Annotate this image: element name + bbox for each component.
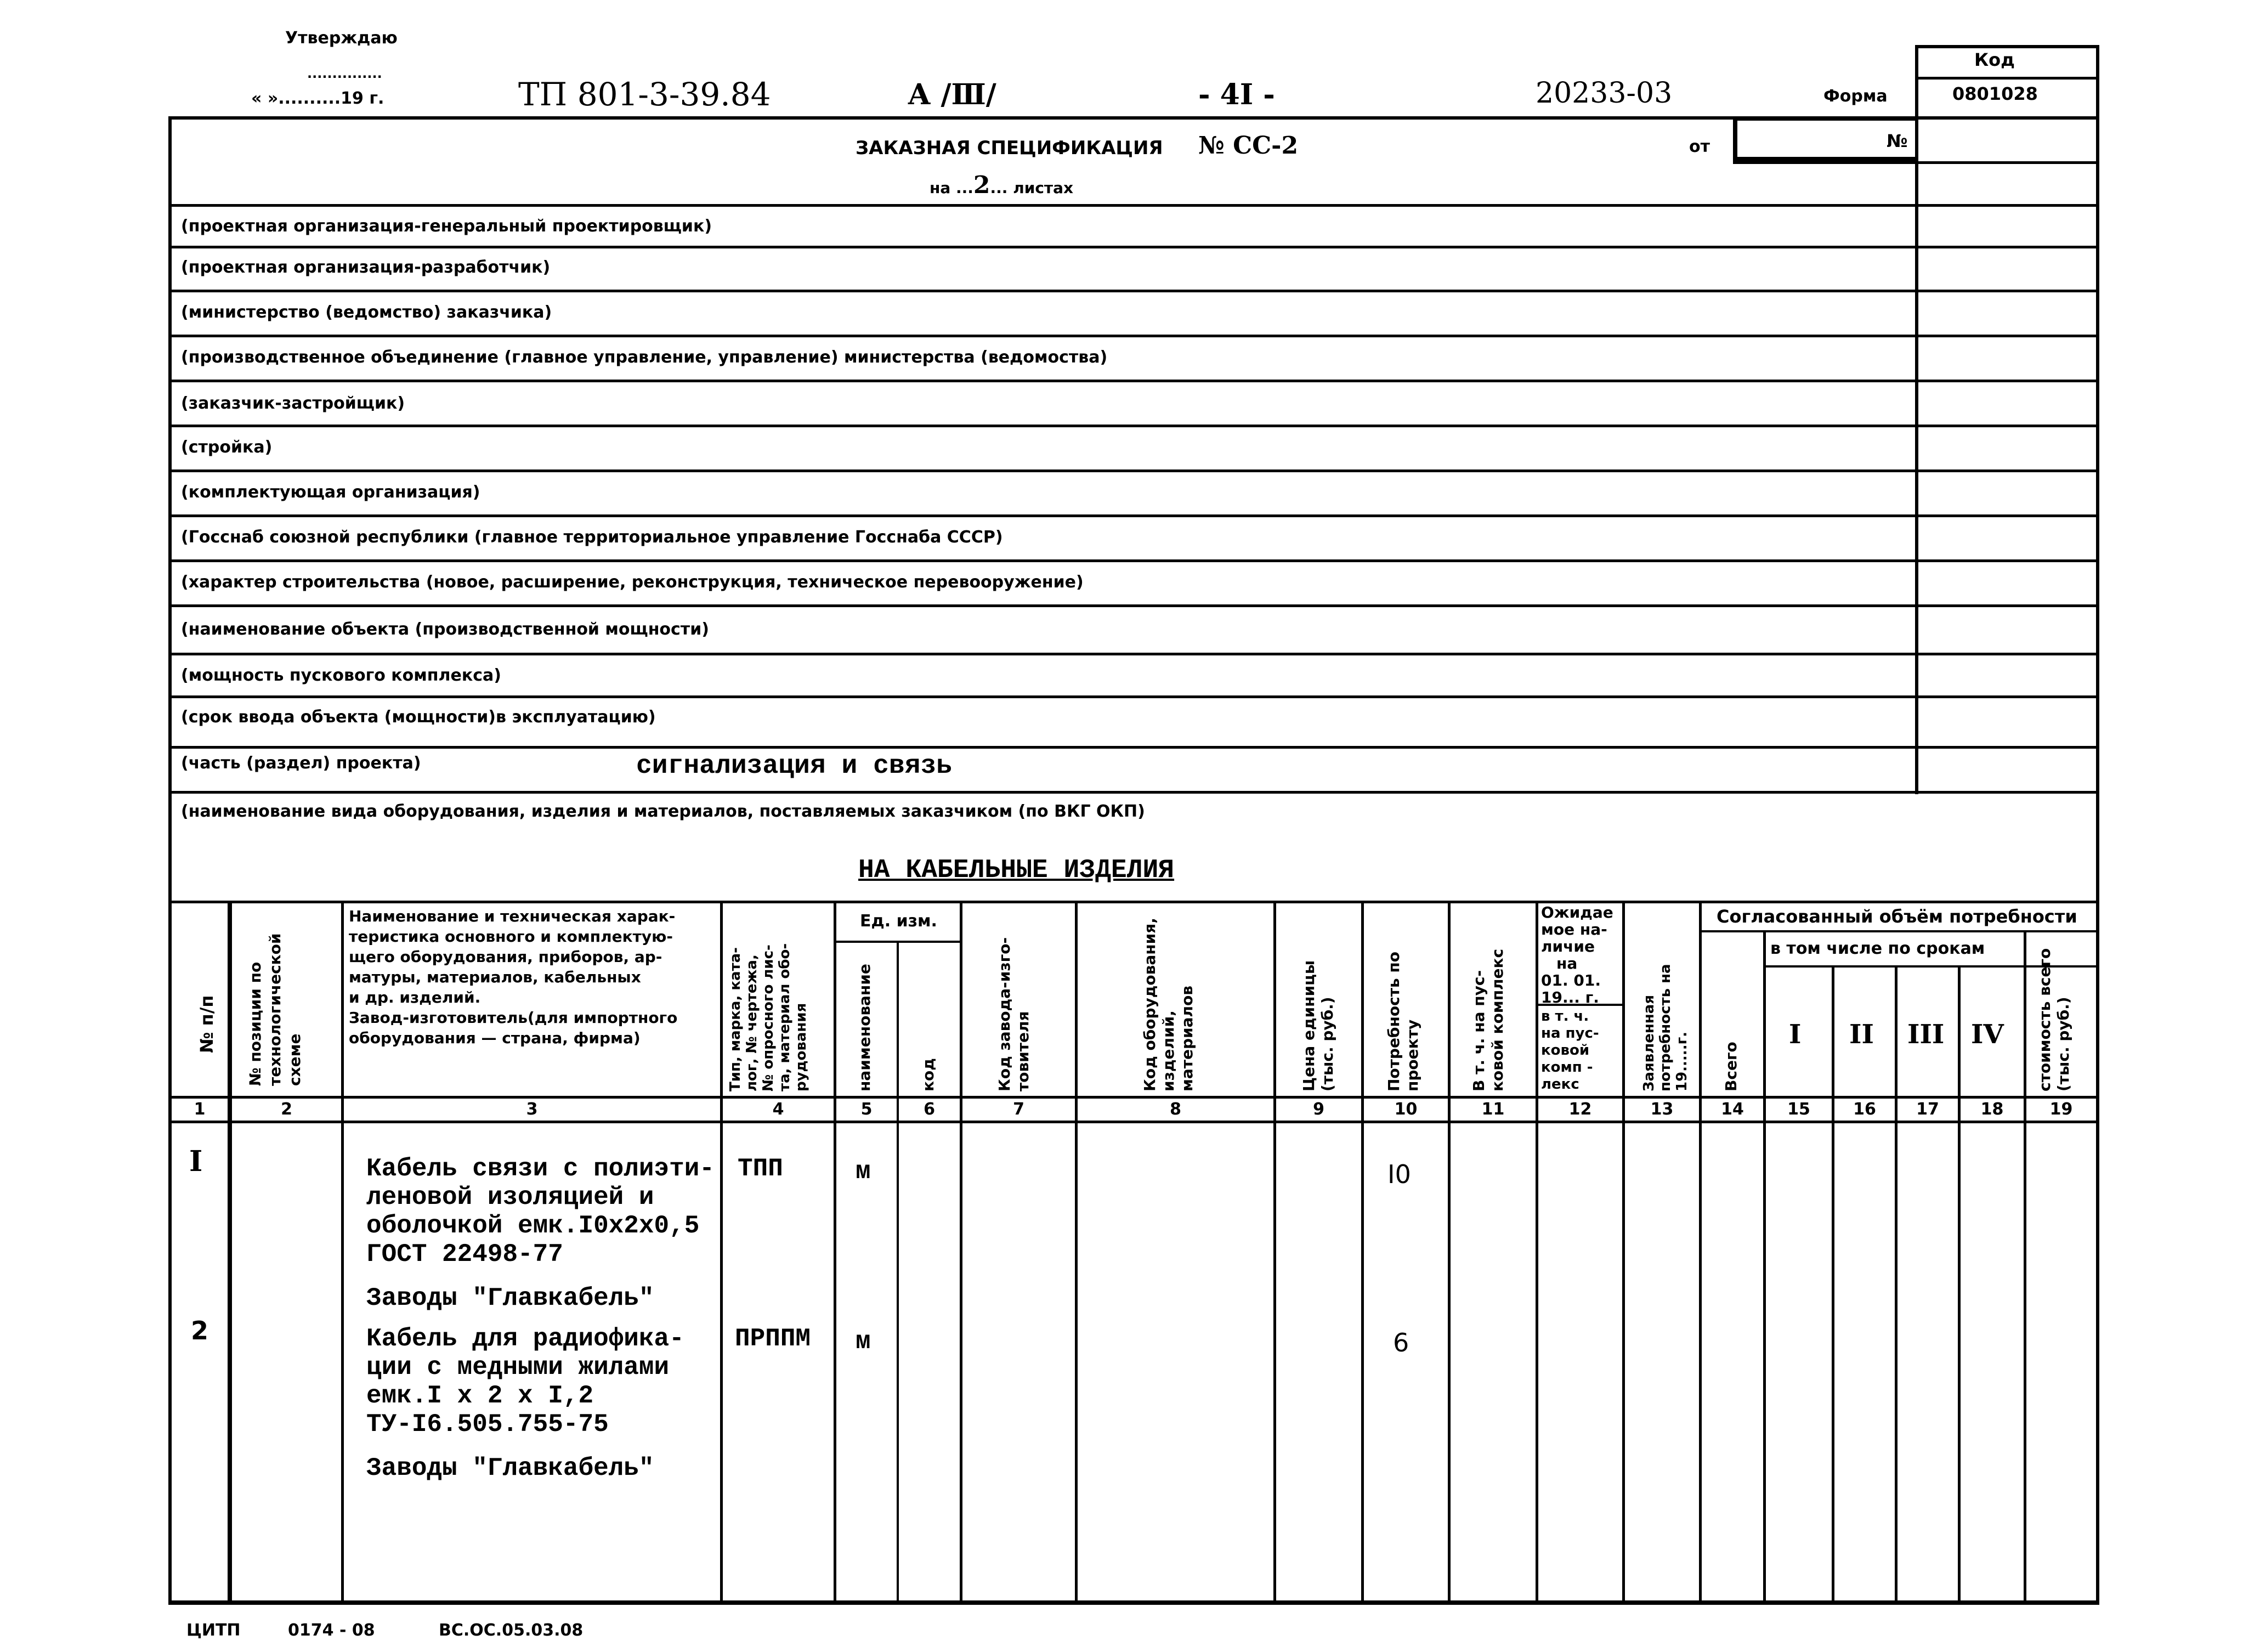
col-header-num: № п/п xyxy=(196,995,217,1053)
col-number: 1 xyxy=(194,1100,206,1119)
spec-number: № СС-2 xyxy=(1198,132,1299,160)
album-number: А /Ⅲ/ xyxy=(908,78,996,111)
term-3: III xyxy=(1907,1019,1945,1050)
part-value: сигнализация и связь xyxy=(636,751,953,781)
col-header-name: Наименование и техническая харак- теристика основного и комплектую- щего оборудования, приборов, ар- матуры, материалов, кабельных и др. изделий. Завод-изготовитель(для импортного оборудования — страна, фирма) xyxy=(349,907,678,1047)
col-number: 13 xyxy=(1650,1100,1674,1119)
row-number: I xyxy=(189,1145,203,1178)
col-header-terms: в том числе по срокам xyxy=(1770,939,1985,958)
term-1: I xyxy=(1789,1019,1802,1050)
col-header-equip-code: Код оборудования, изделий, материалов xyxy=(1141,918,1196,1091)
approve-date: « »..........19 г. xyxy=(251,89,384,108)
row-unit: м xyxy=(856,1327,871,1356)
row-manufacturer: Заводы "Главкабель" xyxy=(366,1454,654,1483)
approve-label: Утверждаю xyxy=(285,29,398,48)
col-header-expected: Ожидае мое на- личие на 01. 01. 19... г. xyxy=(1541,903,1613,1006)
col-header-maker-code: Код завода-изго-товителя xyxy=(995,937,1032,1091)
col-number: 17 xyxy=(1916,1100,1939,1119)
date-from-label: от xyxy=(1689,137,1710,156)
term-4: IV xyxy=(1971,1019,2004,1050)
col-header-need: Потребность по проекту xyxy=(1385,952,1421,1091)
col-number: 16 xyxy=(1853,1100,1876,1119)
col-number: 15 xyxy=(1787,1100,1810,1119)
term-2: II xyxy=(1849,1019,1874,1050)
col-number: 14 xyxy=(1721,1100,1744,1119)
code-number: 20233-03 xyxy=(1536,77,1673,110)
form-code: 0801028 xyxy=(1952,83,2038,104)
approve-dots: ............... xyxy=(307,66,382,81)
field-label: (стройка) xyxy=(181,438,273,457)
field-label: (проектная организация-разработчик) xyxy=(181,258,551,277)
row-need: I0 xyxy=(1387,1159,1411,1189)
field-label: (комплектующая организация) xyxy=(181,483,480,502)
sheets-count: на ...2... листах xyxy=(930,171,1074,199)
col-number: 8 xyxy=(1170,1100,1181,1119)
col-header-unit-code: код xyxy=(919,1058,937,1091)
row-unit: м xyxy=(856,1157,871,1186)
col-header-cost: стоимость всего (тыс. руб.) xyxy=(2036,948,2072,1091)
page-number: - 4I - xyxy=(1198,78,1275,111)
col-number: 12 xyxy=(1568,1100,1592,1119)
row-number: 2 xyxy=(191,1316,209,1345)
footer-code-1: 0174 - 08 xyxy=(288,1621,375,1640)
col-number: 18 xyxy=(1980,1100,2004,1119)
field-label: (Госснаб союзной республики (главное территориальное управление Госснаба СССР) xyxy=(181,528,1003,547)
footer-org: ЦИТП xyxy=(186,1621,241,1640)
row-item-name: Кабель для радиофика- ции с медными жилами емк.I х 2 х I,2 ТУ-I6.505.755-75 Заводы "Главкабель" xyxy=(366,1325,717,1483)
form-label: Форма xyxy=(1823,87,1888,106)
row-item-name: Кабель связи с полиэти- леновой изоляцией и оболочкой емк.I0х2х0,5 ГОСТ 22498-77 Заводы "Главкабель" xyxy=(366,1155,717,1312)
col-number: 6 xyxy=(924,1100,935,1119)
part-label: (часть (раздел) проекта) xyxy=(181,754,421,773)
doc-number: ТП 801-3-39.84 xyxy=(518,76,771,113)
col-number: 10 xyxy=(1394,1100,1418,1119)
code-box-label: Код xyxy=(1974,49,2015,70)
row-type: ТПП xyxy=(738,1155,783,1183)
spec-heading: ЗАКАЗНАЯ СПЕЦИФИКАЦИЯ xyxy=(856,137,1163,159)
field-label: (мощность пускового комплекса) xyxy=(181,666,501,685)
field-label: (характер строительства (новое, расширение, реконструкция, техническое перевооружение) xyxy=(181,573,1084,592)
col-header-position: № позиции по технологической схеме xyxy=(246,933,304,1086)
col-header-agreed: Согласованный объём потребности xyxy=(1717,906,2077,927)
col-number: 4 xyxy=(772,1100,784,1119)
col-header-declared: Заявленная потребность на 19.....г. xyxy=(1641,964,1690,1091)
col-header-unit-name: наименование xyxy=(856,964,874,1091)
col-header-launch: В т. ч. на пус-ковой комплекс xyxy=(1470,948,1506,1091)
row-manufacturer: Заводы "Главкабель" xyxy=(366,1284,654,1312)
col-number: 11 xyxy=(1481,1100,1505,1119)
footer-code-2: ВС.ОС.05.03.08 xyxy=(439,1621,584,1640)
col-number: 2 xyxy=(281,1100,292,1119)
col-header-unit: Ед. изм. xyxy=(860,912,937,931)
col-number: 7 xyxy=(1013,1100,1024,1119)
row-type: ПРППМ xyxy=(735,1325,811,1353)
reg-number-label: № xyxy=(1887,131,1908,151)
field-label: (министерство (ведомство) заказчика) xyxy=(181,303,552,322)
equipment-label: (наименование вида оборудования, изделия и материалов, поставляемых заказчиком (по ВКГ ОКП) xyxy=(181,802,1145,821)
row-need: 6 xyxy=(1393,1328,1409,1357)
col-number: 5 xyxy=(860,1100,873,1119)
col-header-type: Тип, марка, ката- лог, № чертежа, № опросного лис- та, материал обо- рудования xyxy=(727,943,809,1091)
col-number: 9 xyxy=(1313,1100,1324,1119)
col-header-total: Всего xyxy=(1722,1042,1740,1091)
col-number: 3 xyxy=(526,1100,538,1119)
field-label: (срок ввода объекта (мощности)в эксплуатацию) xyxy=(181,708,656,727)
field-label: (заказчик-застройщик) xyxy=(181,394,405,413)
equipment-value: НА КАБЕЛЬНЫЕ ИЗДЕЛИЯ xyxy=(858,856,1175,885)
field-label: (наименование объекта (производственной мощности) xyxy=(181,620,709,639)
col-number: 19 xyxy=(2049,1100,2073,1119)
col-header-price: Цена единицы (тыс. руб.) xyxy=(1300,960,1336,1091)
col-header-expected-launch: в т. ч. на пус- ковой комп - лекс xyxy=(1541,1008,1599,1093)
field-label: (проектная организация-генеральный проектировщик) xyxy=(181,217,712,236)
field-label: (производственное объединение (главное управление, управление) министерства (ведомоства) xyxy=(181,348,1108,367)
